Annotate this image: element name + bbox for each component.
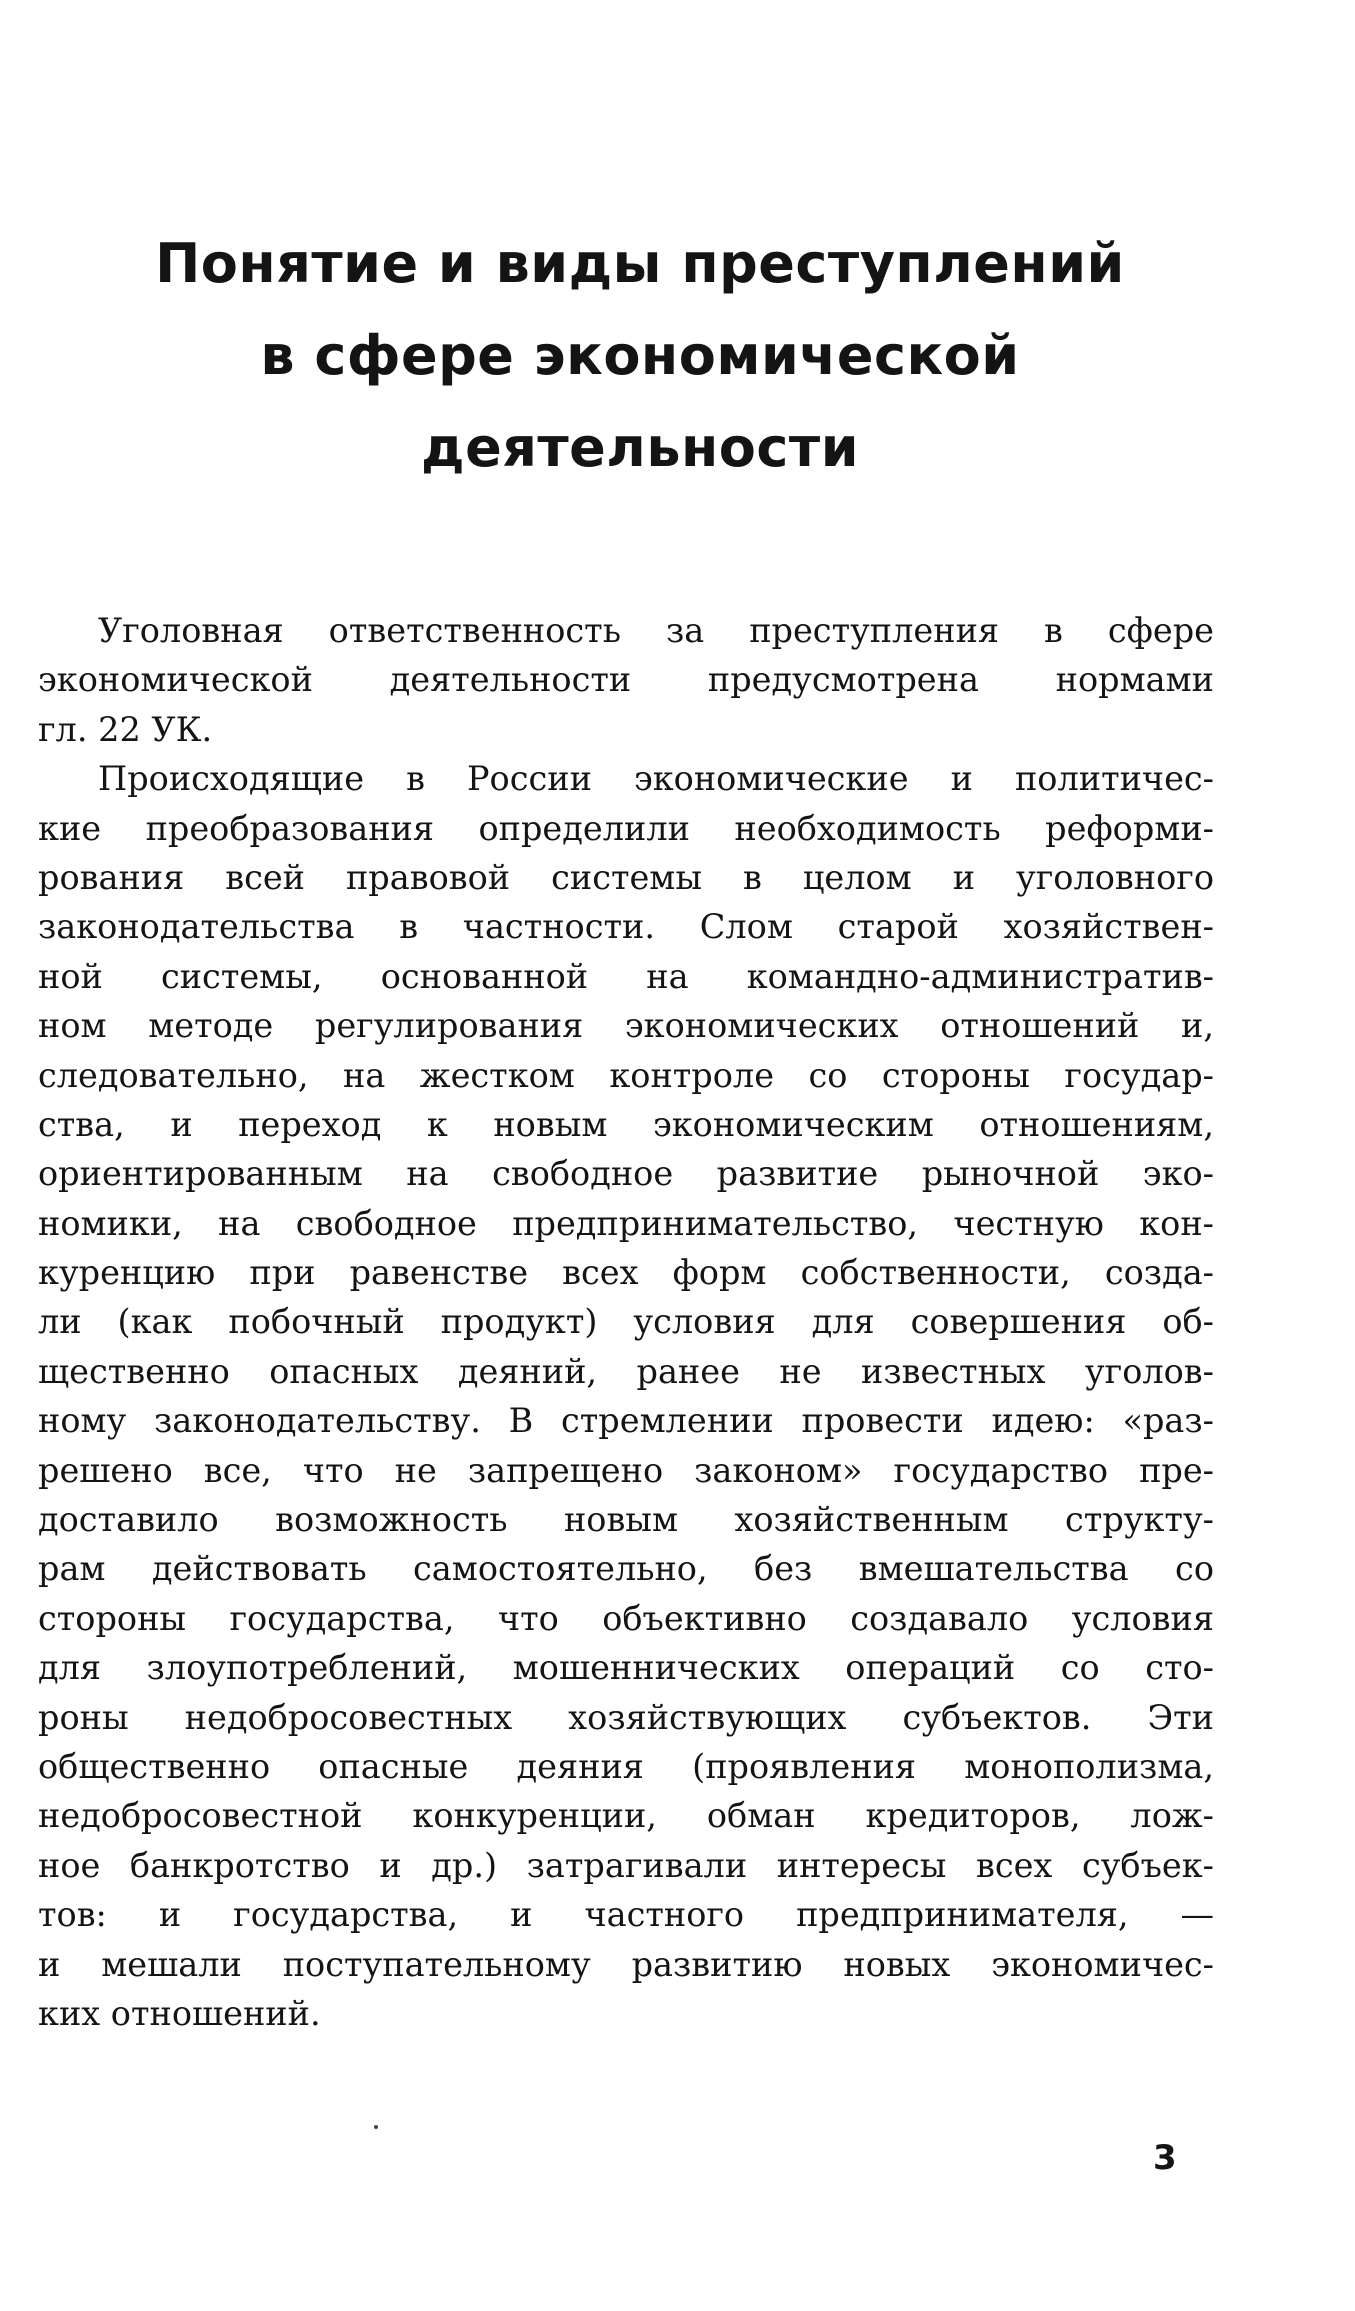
text-line: и мешали поступательному развитию новых экономичес-	[38, 1944, 1214, 1984]
text-line: недобросовестной конкуренции, обман кредиторов, лож-	[38, 1796, 1214, 1836]
text-line: экономической деятельности предусмотрена нормами	[38, 660, 1214, 700]
page-number: 3	[1153, 2138, 1177, 2178]
text-line: роны недобросовестных хозяйствующих субъектов. Эти	[38, 1697, 1214, 1737]
text-line: доставило возможность новым хозяйственным структу-	[38, 1500, 1214, 1540]
text-line: ной системы, основанной на командно-административ-	[38, 956, 1214, 996]
text-line: ства, и переход к новым экономическим отношениям,	[38, 1104, 1214, 1144]
text-line: ному законодательству. В стремлении провести идею: «раз-	[38, 1401, 1214, 1441]
text-line: рования всей правовой системы в целом и уголовного	[38, 857, 1214, 897]
text-line: ких отношений.	[38, 1993, 321, 2033]
text-line: следовательно, на жестком контроле со стороны государ-	[38, 1055, 1214, 1095]
paragraph-2	[38, 754, 1214, 2038]
chapter-title-line: Понятие и виды преступлений	[155, 232, 1125, 295]
text-line: гл. 22 УК.	[38, 709, 213, 749]
paragraph-1	[38, 606, 1214, 754]
text-line: ли (как побочный продукт) условия для совершения об-	[38, 1302, 1214, 1342]
text-line: для злоупотреблений, мошеннических операций со сто-	[38, 1648, 1214, 1688]
text-line: законодательства в частности. Слом старой хозяйствен-	[38, 907, 1214, 947]
text-line: общественно опасные деяния (проявления монополизма,	[38, 1746, 1214, 1786]
text-line: Уголовная ответственность за преступления в сфере	[98, 611, 1214, 650]
text-line: решено все, что не запрещено законом» государство пре-	[38, 1450, 1214, 1490]
text-line: стороны государства, что объективно создавало условия	[38, 1598, 1214, 1638]
chapter-title-line: деятельности	[420, 416, 860, 479]
text-line: кие преобразования определили необходимость реформи-	[38, 808, 1214, 848]
chapter-title	[60, 218, 1220, 494]
text-line: Происходящие в России экономические и политичес-	[98, 759, 1214, 799]
text-line: щественно опасных деяний, ранее не известных уголов-	[38, 1351, 1214, 1391]
text-line: ориентированным на свободное развитие рыночной эко-	[38, 1154, 1214, 1194]
text-line: тов: и государства, и частного предпринимателя, —	[38, 1895, 1214, 1935]
chapter-title-line: в сфере экономической	[260, 324, 1020, 387]
text-line: куренцию при равенстве всех форм собственности, созда-	[38, 1253, 1214, 1293]
text-line: ное банкротство и др.) затрагивали интересы всех субъек-	[38, 1845, 1214, 1885]
scan-speck	[374, 2125, 378, 2129]
text-line: номики, на свободное предпринимательство, честную кон-	[38, 1203, 1214, 1243]
text-line: ном методе регулирования экономических отношений и,	[38, 1006, 1214, 1046]
body-text	[38, 606, 1214, 2038]
text-line: рам действовать самостоятельно, без вмешательства со	[38, 1549, 1214, 1589]
